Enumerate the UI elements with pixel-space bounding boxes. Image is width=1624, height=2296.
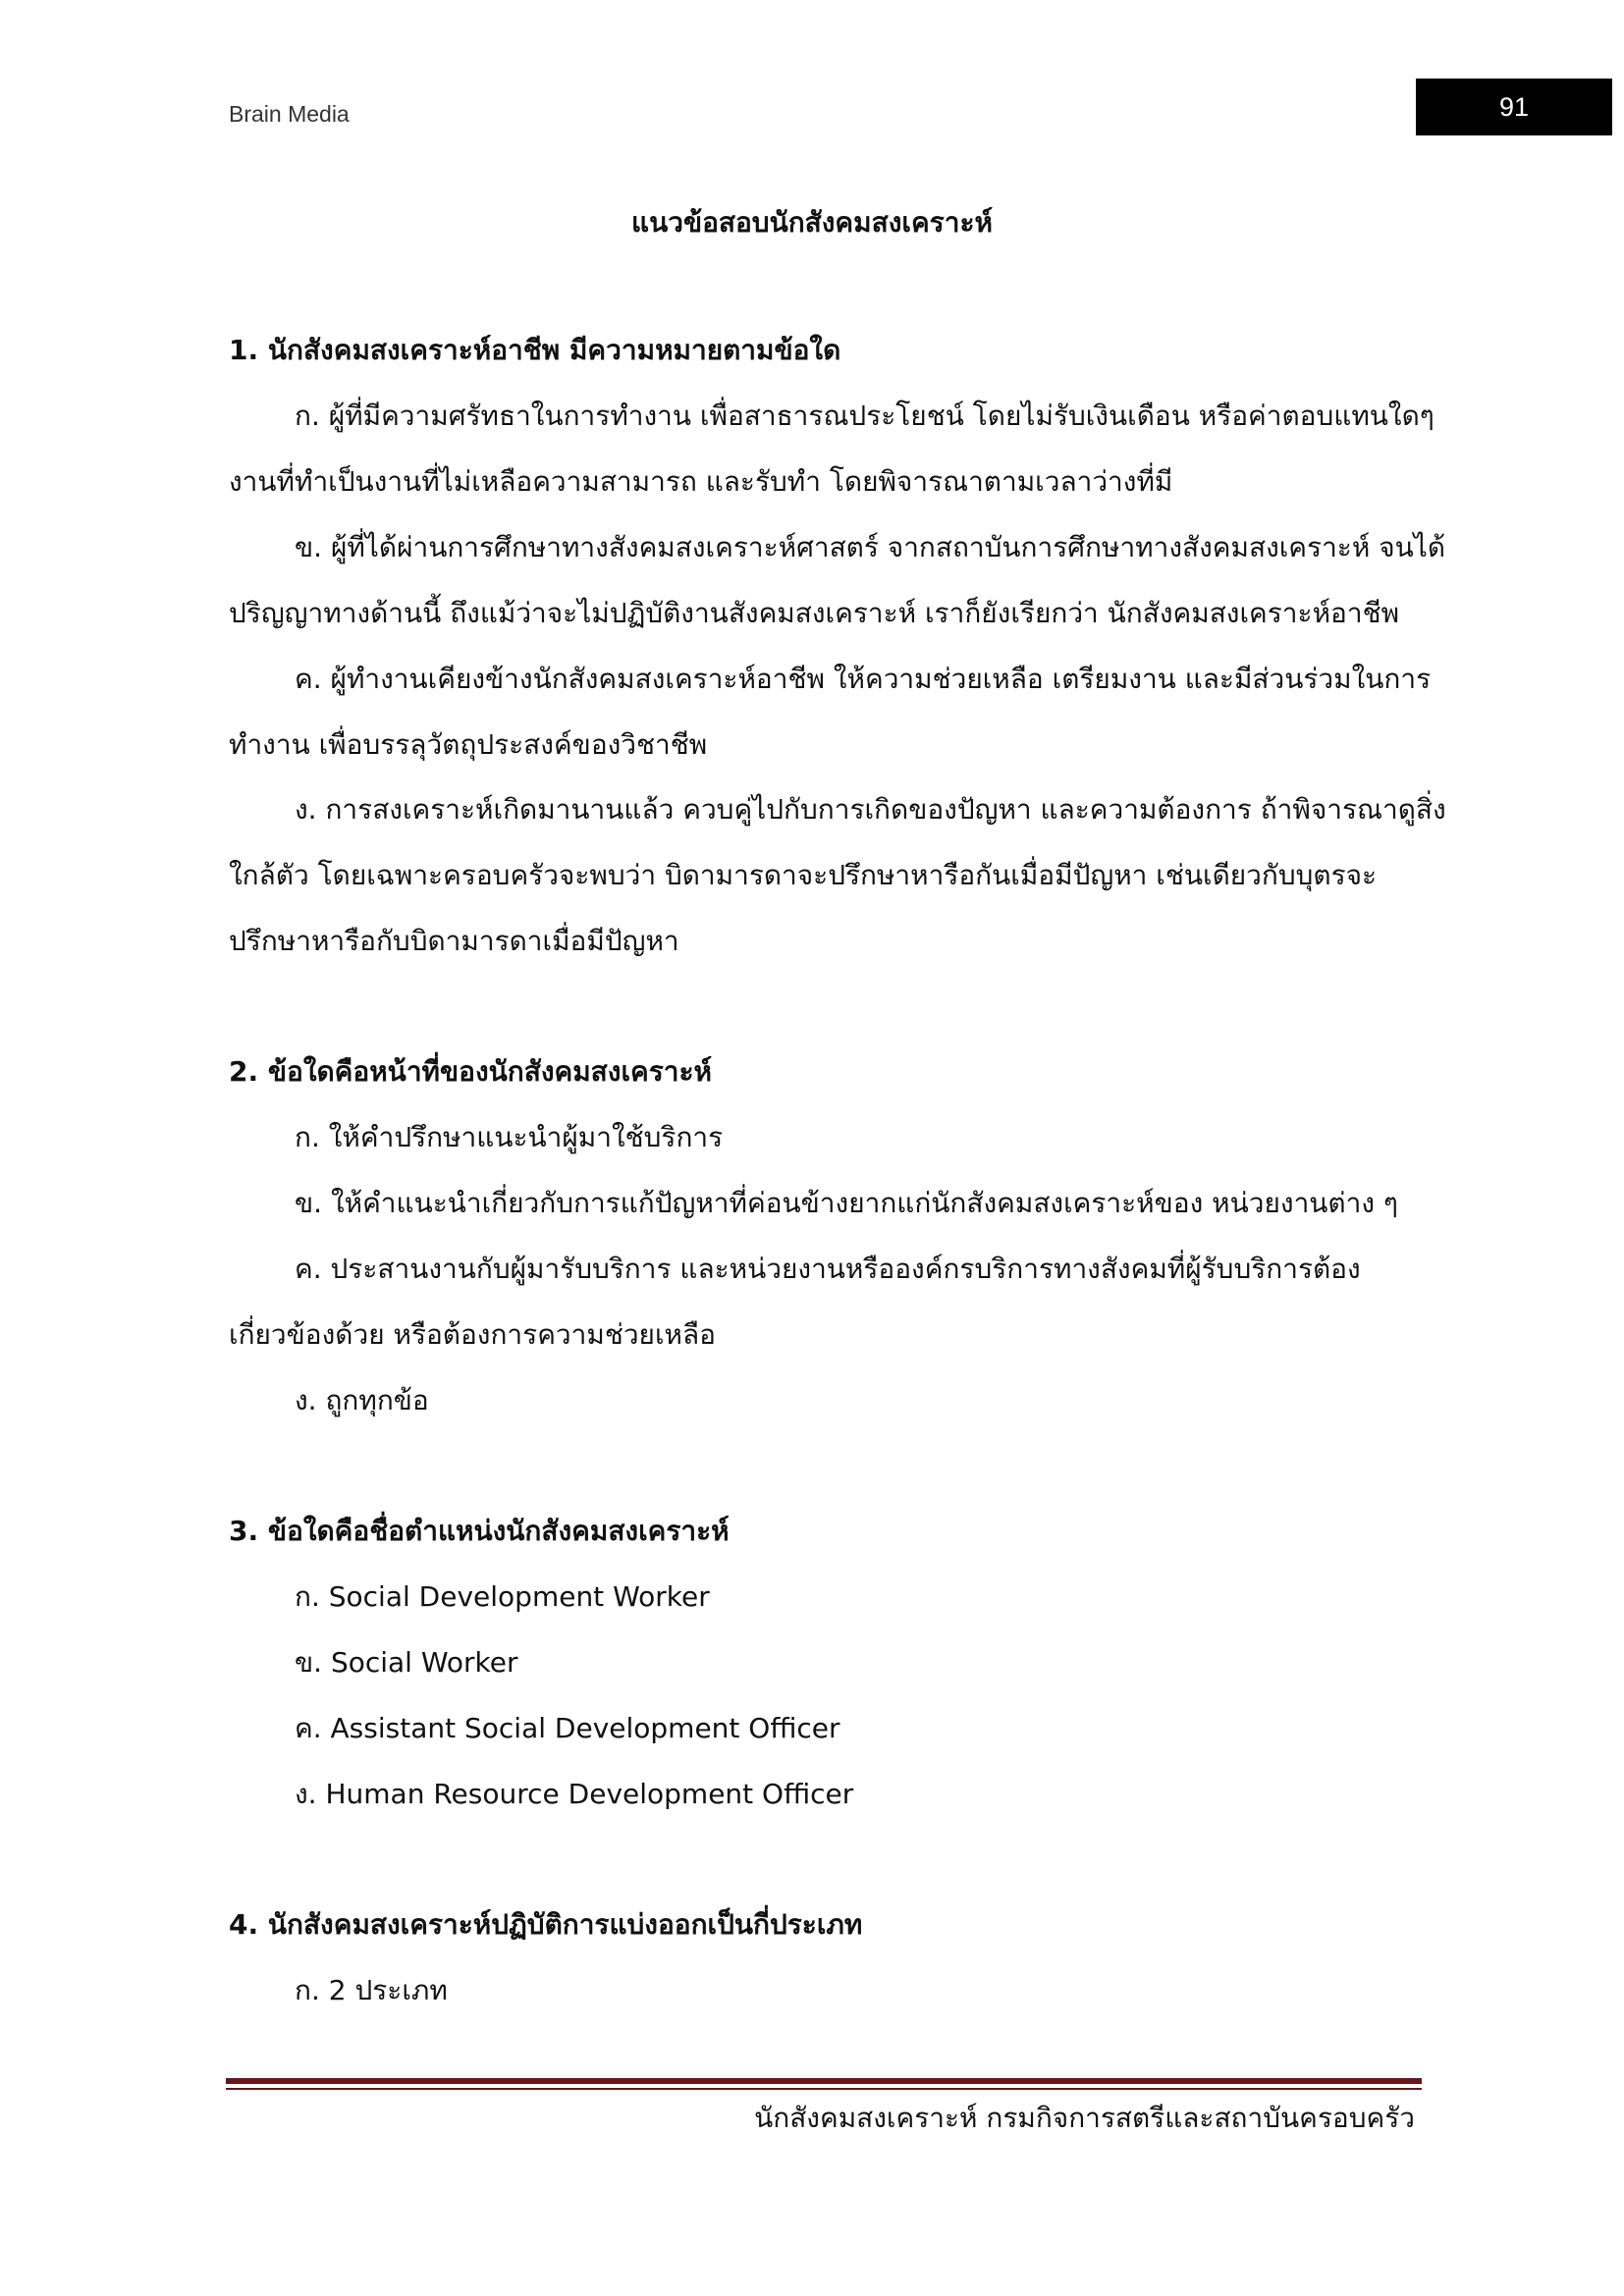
question-1-option-d-cont-2: ปรึกษาหารือกับบิดามารดาเมื่อมีปัญหา (229, 925, 679, 957)
question-1-option-c: ค. ผู้ทำงานเคียงข้างนักสังคมสงเคราะห์อาชีพ ให้ความช่วยเหลือ เตรียมงาน และมีส่วนร่วมในการ (295, 663, 1432, 695)
question-3-option-d: ง. Human Resource Development Officer (295, 1778, 854, 1810)
question-1-option-a: ก. ผู้ที่มีความศรัทธาในการทำงาน เพื่อสาธารณประโยชน์ โดยไม่รับเงินเดือน หรือค่าตอบแทนใดๆ (295, 400, 1435, 432)
brand-label: Brain Media (229, 101, 350, 127)
question-1-option-c-cont: ทำงาน เพื่อบรรลุวัตถุประสงค์ของวิชาชีพ (229, 728, 708, 761)
page-number: 91 (1416, 79, 1612, 135)
footer-rule-thick (226, 2078, 1422, 2084)
question-1-option-b-cont: ปริญญาทางด้านนี้ ถึงแม้ว่าจะไม่ปฏิบัติงานสังคมสงเคราะห์ เราก็ยังเรียกว่า นักสังคมสงเคราะห์อาชีพ (229, 597, 1400, 629)
question-1-option-d-cont: ใกล้ตัว โดยเฉพาะครอบครัวจะพบว่า บิดามารดาจะปรึกษาหารือกันเมื่อมีปัญหา เช่นเดียวกับบุตรจะ (229, 859, 1378, 891)
footer-text: นักสังคมสงเคราะห์ กรมกิจการสตรีและสถาบันครอบครัว (754, 2102, 1415, 2134)
question-3-option-c: ค. Assistant Social Development Officer (295, 1712, 840, 1744)
question-2-option-d: ง. ถูกทุกข้อ (295, 1384, 429, 1416)
question-3-option-a: ก. Social Development Worker (295, 1580, 710, 1613)
question-1-option-a-cont: งานที่ทำเป็นงานที่ไม่เหลือความสามารถ และรับทำ โดยพิจารณาตามเวลาว่างที่มี (229, 465, 1173, 498)
question-3: 3. ข้อใดคือชื่อตำแหน่งนักสังคมสงเคราะห์ (229, 1515, 730, 1547)
question-2-option-a: ก. ให้คำปรึกษาแนะนำผู้มาใช้บริการ (295, 1121, 724, 1153)
question-2-option-c: ค. ประสานงานกับผู้มารับบริการ และหน่วยงานหรือองค์กรบริการทางสังคมที่ผู้รับบริการต้อง (295, 1253, 1361, 1285)
question-2-option-c-cont: เกี่ยวข้องด้วย หรือต้องการความช่วยเหลือ (229, 1318, 716, 1351)
question-1-option-d: ง. การสงเคราะห์เกิดมานานแล้ว ควบคู่ไปกับการเกิดของปัญหา และความต้องการ ถ้าพิจารณาดูสิ่ง (295, 793, 1446, 826)
question-2-option-b: ข. ให้คำแนะนำเกี่ยวกับการแก้ปัญหาที่ค่อนข้างยากแก่นักสังคมสงเคราะห์ของ หน่วยงานต่าง ๆ (295, 1187, 1398, 1219)
question-1: 1. นักสังคมสงเคราะห์อาชีพ มีความหมายตามข้อใด (229, 334, 841, 366)
question-2: 2. ข้อใดคือหน้าที่ของนักสังคมสงเคราะห์ (229, 1055, 712, 1088)
question-4-option-a: ก. 2 ประเภท (295, 1974, 448, 2006)
question-4: 4. นักสังคมสงเคราะห์ปฏิบัติการแบ่งออกเป็นกี่ประเภท (229, 1908, 863, 1941)
question-1-option-b: ข. ผู้ที่ได้ผ่านการศึกษาทางสังคมสงเคราะห์ศาสตร์ จากสถาบันการศึกษาทางสังคมสงเคราะห์ จนได้ (295, 531, 1446, 563)
footer-rule-thin (226, 2088, 1422, 2090)
question-3-option-b: ข. Social Worker (295, 1646, 518, 1679)
page-title: แนวข้อสอบนักสังคมสงเคราะห์ (631, 206, 993, 239)
